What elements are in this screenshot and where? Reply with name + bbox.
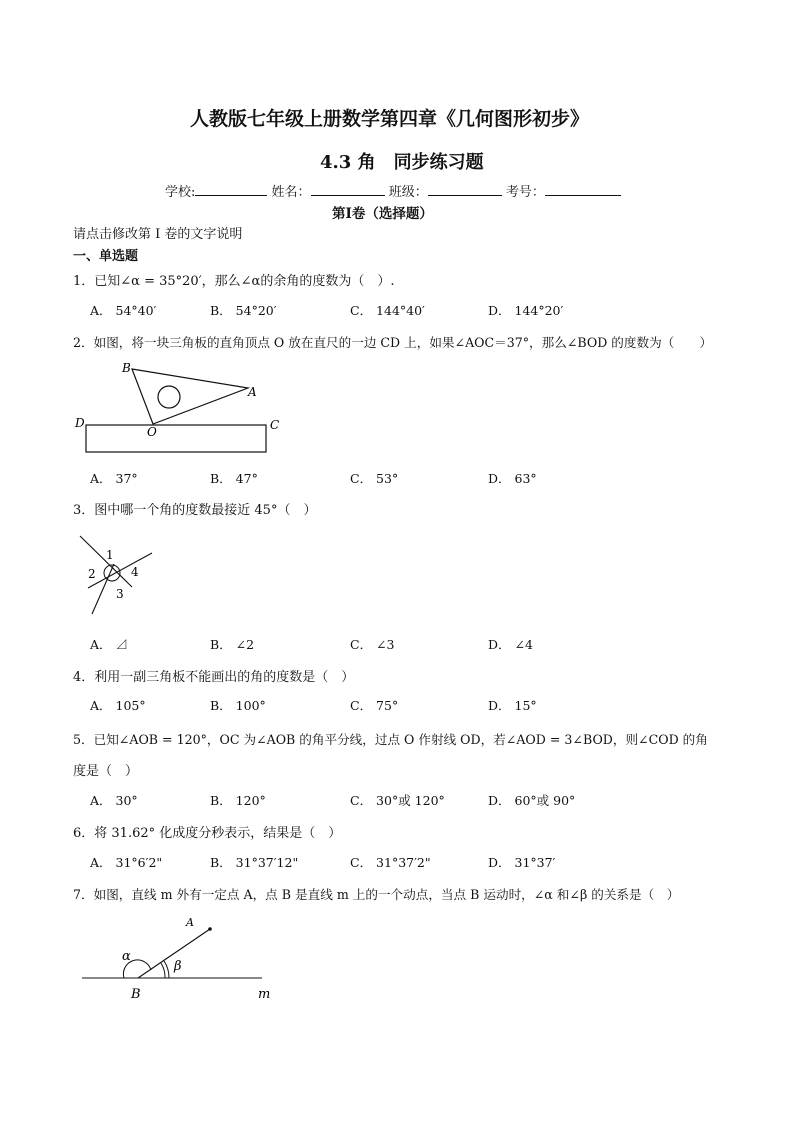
q6-option-d[interactable]: D． 31°37′ [488,855,556,870]
exam-number-blank[interactable] [545,183,621,196]
question-text: 将 31.62° 化成度分秒表示，结果是（ ） [94,826,342,841]
question-text: 利用一副三角板不能画出的角的度数是（ ） [94,670,355,685]
q4-option-c[interactable]: C． 75° [350,698,399,713]
angle-label-4: 4 [131,565,139,579]
question-number: 2． [73,335,94,350]
point-a [208,927,212,931]
school-label: 学校: [165,185,196,200]
q3-option-d[interactable]: D． ∠4 [488,637,533,652]
question-number: 7． [73,887,94,902]
label-alpha: α [122,949,131,964]
q3-option-b[interactable]: B． ∠2 [210,637,255,652]
ruler [86,425,266,452]
q1-option-b[interactable]: B． 54°20′ [210,303,277,318]
triangle-hole [158,386,180,408]
exam-number-label: 考号： [505,185,545,200]
question-5 [73,729,708,748]
question-4 [73,666,354,685]
label-c: C [270,418,280,432]
q1-option-c[interactable]: C． 144°40′ [350,303,425,318]
document-title: 人教版七年级上册数学第四章《几何图形初步》 [190,108,590,130]
label-a: A [186,916,194,929]
q4-option-d[interactable]: D． 15° [488,698,537,713]
q2-option-d[interactable]: D． 63° [488,471,537,486]
question-5-continued: 度是（ ） [73,764,139,779]
name-label: 姓名： [271,185,311,200]
name-blank[interactable] [311,183,385,196]
question-text: 图中哪一个角的度数最接近 45°（ ） [94,503,317,518]
arc-beta-inner [161,963,165,978]
section-heading: 一、单选题 [73,249,139,264]
q6-option-b[interactable]: B． 31°37′12" [210,855,299,870]
question-7 [73,884,679,903]
student-info-line [165,181,621,200]
document-subtitle: 4.3 角 同步练习题 [320,152,484,173]
question-number: 5． [73,732,94,747]
q3-option-a[interactable]: A． ⊿ [90,637,129,652]
question-text: 已知∠α = 35°20′，那么∠α的余角的度数为（ ）. [94,274,395,289]
label-m: m [258,987,271,1002]
q2-option-a[interactable]: A． 37° [90,471,138,486]
figure-triangle-ruler [70,358,290,458]
question-number: 6． [73,826,95,841]
figure-four-angles [74,528,164,620]
angle-label-1: 1 [106,548,114,562]
school-blank[interactable] [195,183,267,196]
q5-option-c[interactable]: C． 30°或 120° [350,793,445,808]
q5-option-a[interactable]: A． 30° [90,793,138,808]
question-1 [73,270,394,289]
q5-option-b[interactable]: B． 120° [210,793,266,808]
q6-option-a[interactable]: A． 31°6′2" [90,855,163,870]
question-3 [73,499,316,518]
angle-label-2: 2 [88,567,96,581]
volume-title: 第I卷（选择题） [332,206,433,222]
q3-option-c[interactable]: C． ∠3 [350,637,395,652]
class-blank[interactable] [428,183,502,196]
question-text: 如图，直线 m 外有一定点 A，点 B 是直线 m 上的一个动点，当点 B 运动时，∠α 和∠β 的关系是（ ） [93,887,680,902]
class-label: 班级： [388,185,428,200]
label-b: B [131,987,141,1002]
q2-option-b[interactable]: B． 47° [210,471,258,486]
q2-option-c[interactable]: C． 53° [350,471,399,486]
question-text: 已知∠AOB = 120°，OC 为∠AOB 的角平分线，过点 O 作射线 OD，若∠AOD = 3∠BOD，则∠COD 的角 [93,732,708,747]
question-6 [73,822,341,841]
q5-option-d[interactable]: D． 60°或 90° [488,793,576,808]
label-d: D [75,416,85,430]
question-number: 4． [73,670,95,685]
label-b: B [122,361,131,375]
label-beta: β [174,959,182,974]
question-2 [73,332,712,351]
figure-line-point [76,912,286,1004]
angle-label-3: 3 [116,587,124,601]
q1-option-d[interactable]: D． 144°20′ [488,303,564,318]
question-number: 1． [73,274,95,289]
label-a: A [248,385,257,399]
question-text: 如图，将一块三角板的直角顶点 O 放在直尺的一边 CD 上，如果∠AOC＝37°，那么∠BOD 的度数为（ ） [93,335,713,350]
triangle-board [132,369,248,424]
q4-option-a[interactable]: A． 105° [90,698,146,713]
label-o: O [147,425,157,439]
question-number: 3． [73,503,95,518]
q4-option-b[interactable]: B． 100° [210,698,266,713]
q6-option-c[interactable]: C． 31°37′2" [350,855,431,870]
q1-option-a[interactable]: A． 54°40′ [90,303,157,318]
volume-note: 请点击修改第 I 卷的文字说明 [73,227,243,242]
